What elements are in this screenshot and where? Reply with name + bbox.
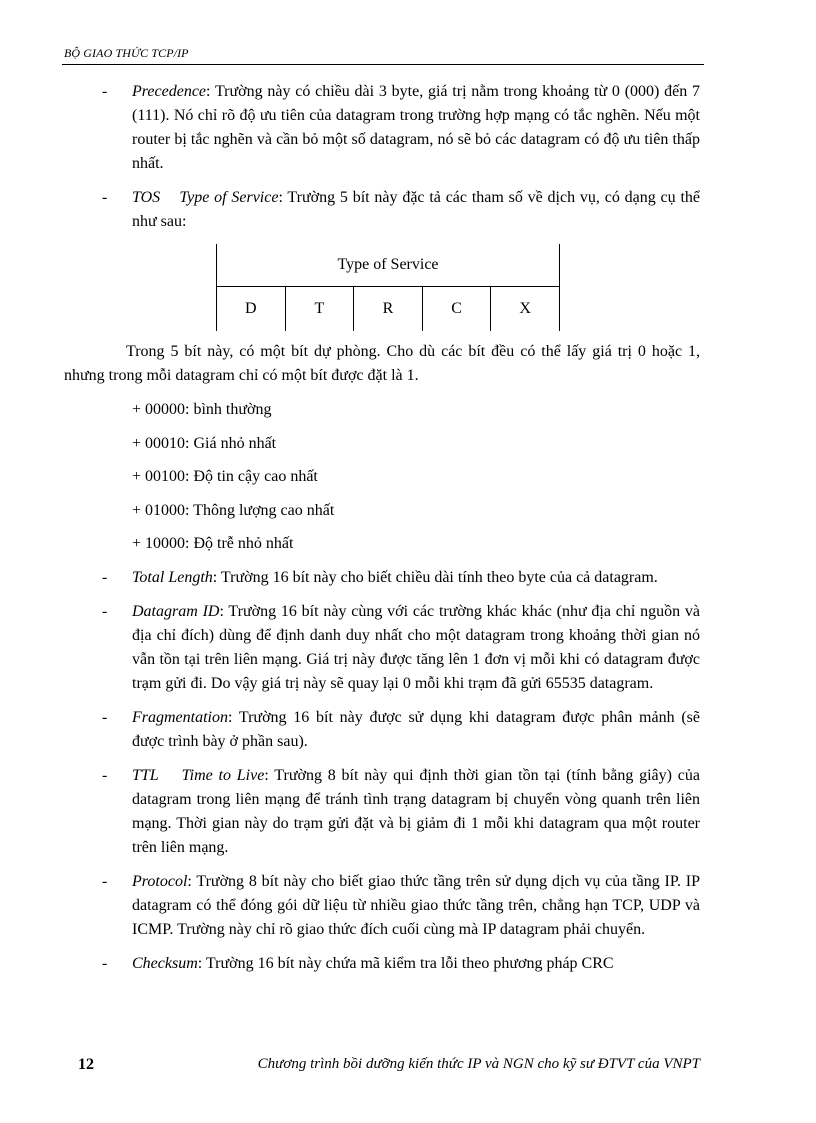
page-content: [64, 80, 700, 986]
field-term: Protocol: [132, 872, 188, 890]
running-header: BỘ GIAO THỨC TCP/IP: [64, 46, 189, 60]
list-dash: -: [102, 872, 108, 890]
field-description: : Trường 8 bít này qui định thời gian tồn tại (tính bằng giây) của datagram trong liên mạng để tránh tình trạng datagram bị chuyển vòng quanh trên liên mạng. Thời gian này do trạm gửi đặt và bị giảm đi 1 mỗi khi datagram qua một router trên liên mạng.: [132, 766, 700, 856]
tos-table: [216, 244, 560, 330]
field-term: TOS Type of Service: [132, 189, 279, 206]
field-description: : Trường 5 bít này đặc tả các tham số về dịch vụ, có dạng cụ thể như sau:: [132, 189, 701, 230]
footer-text: Chương trình bồi dưỡng kiến thức IP và NGN cho kỹ sư ĐTVT của VNPT: [257, 1056, 700, 1072]
list-dash: -: [102, 708, 108, 726]
tos-code-item: + 00010: Giá nhỏ nhất: [132, 434, 277, 452]
field-term: Datagram ID: [132, 602, 220, 620]
tos-code-item: + 00100: Độ tin cậy cao nhất: [132, 468, 318, 485]
list-dash: -: [102, 568, 108, 586]
tos-paragraph: Trong 5 bít này, có một bít dự phòng. Cho dù các bít đều có thể lấy giá trị 0 hoặc 1, nhưng trong mỗi datagram chỉ có một bít được đặt là 1.: [64, 343, 700, 384]
tos-bit-cell: D: [216, 287, 285, 331]
field-fragmentation: [64, 706, 700, 754]
list-dash: -: [102, 83, 108, 100]
field-term: TTL Time to Live: [132, 766, 265, 784]
tos-code-item: + 00000: bình thường: [132, 401, 272, 418]
field-description: : Trường 16 bít này chứa mã kiểm tra lỗi theo phương pháp CRC: [197, 954, 614, 972]
field-term: Checksum: [132, 954, 198, 972]
field-term: Precedence: [132, 83, 207, 100]
list-dash: -: [102, 189, 108, 206]
tos-bit-cell: X: [490, 287, 560, 331]
field-description: : Trường 8 bít này cho biết giao thức tầng trên sử dụng dịch vụ của tầng IP. IP datagram có thể đóng gói dữ liệu từ nhiều giao thức tầng trên, chẳng hạn TCP, UDP và ICMP. Trường này chỉ rõ giao thức đích cuối cùng mà IP datagram phải chuyển.: [132, 872, 700, 938]
field-description: : Trường 16 bít này được sử dụng khi datagram được phân mảnh (sẽ được trình bày ở phần sau).: [132, 708, 700, 750]
tos-bit-cell: C: [422, 287, 491, 331]
field-description: : Trường 16 bít này cho biết chiều dài tính theo byte của cả datagram.: [212, 568, 658, 586]
page-number: 12: [78, 1056, 94, 1073]
field-total-length: [64, 566, 700, 590]
field-ttl: [64, 764, 700, 860]
header-rule: [62, 64, 704, 65]
list-dash: -: [102, 954, 108, 972]
tos-bit-cell: T: [285, 287, 354, 331]
field-term: Total Length: [132, 568, 213, 586]
field-precedence: [64, 80, 700, 176]
field-protocol: [64, 870, 700, 942]
list-dash: -: [102, 766, 108, 784]
field-description: : Trường này có chiều dài 3 byte, giá trị nằm trong khoảng từ 0 (000) đến 7 (111). Nó chỉ rõ độ ưu tiên của datagram trong trường hợp mạng có tắc nghẽn. Nếu một router bị tắc nghẽn và cần bỏ một số datagram, nó sẽ bỏ các datagram có độ ưu tiên thấp nhất.: [132, 83, 700, 172]
list-dash: -: [102, 602, 108, 620]
tos-bit-cell: R: [353, 287, 422, 331]
field-description: : Trường 16 bít này cùng với các trường khác khác (như địa chỉ nguồn và địa chỉ đích) dùng để định danh duy nhất cho một datagram trong khoảng thời gian nó vẫn tồn tại trên liên mạng. Giá trị này được tăng lên 1 đơn vị mỗi khi có datagram được trạm gửi đi. Do vậy giá trị này sẽ quay lại 0 mỗi khi trạm đã gửi 65535 datagram.: [132, 602, 701, 692]
tos-bit-row: [216, 286, 560, 331]
tos-table-title: Type of Service: [216, 244, 560, 286]
field-datagram-id: [64, 600, 700, 696]
tos-code-item: + 01000: Thông lượng cao nhất: [132, 501, 335, 519]
tos-code-item: + 10000: Độ trễ nhỏ nhất: [132, 535, 294, 552]
field-tos: [64, 186, 700, 234]
field-term: Fragmentation: [132, 708, 228, 726]
field-checksum: [64, 952, 700, 976]
